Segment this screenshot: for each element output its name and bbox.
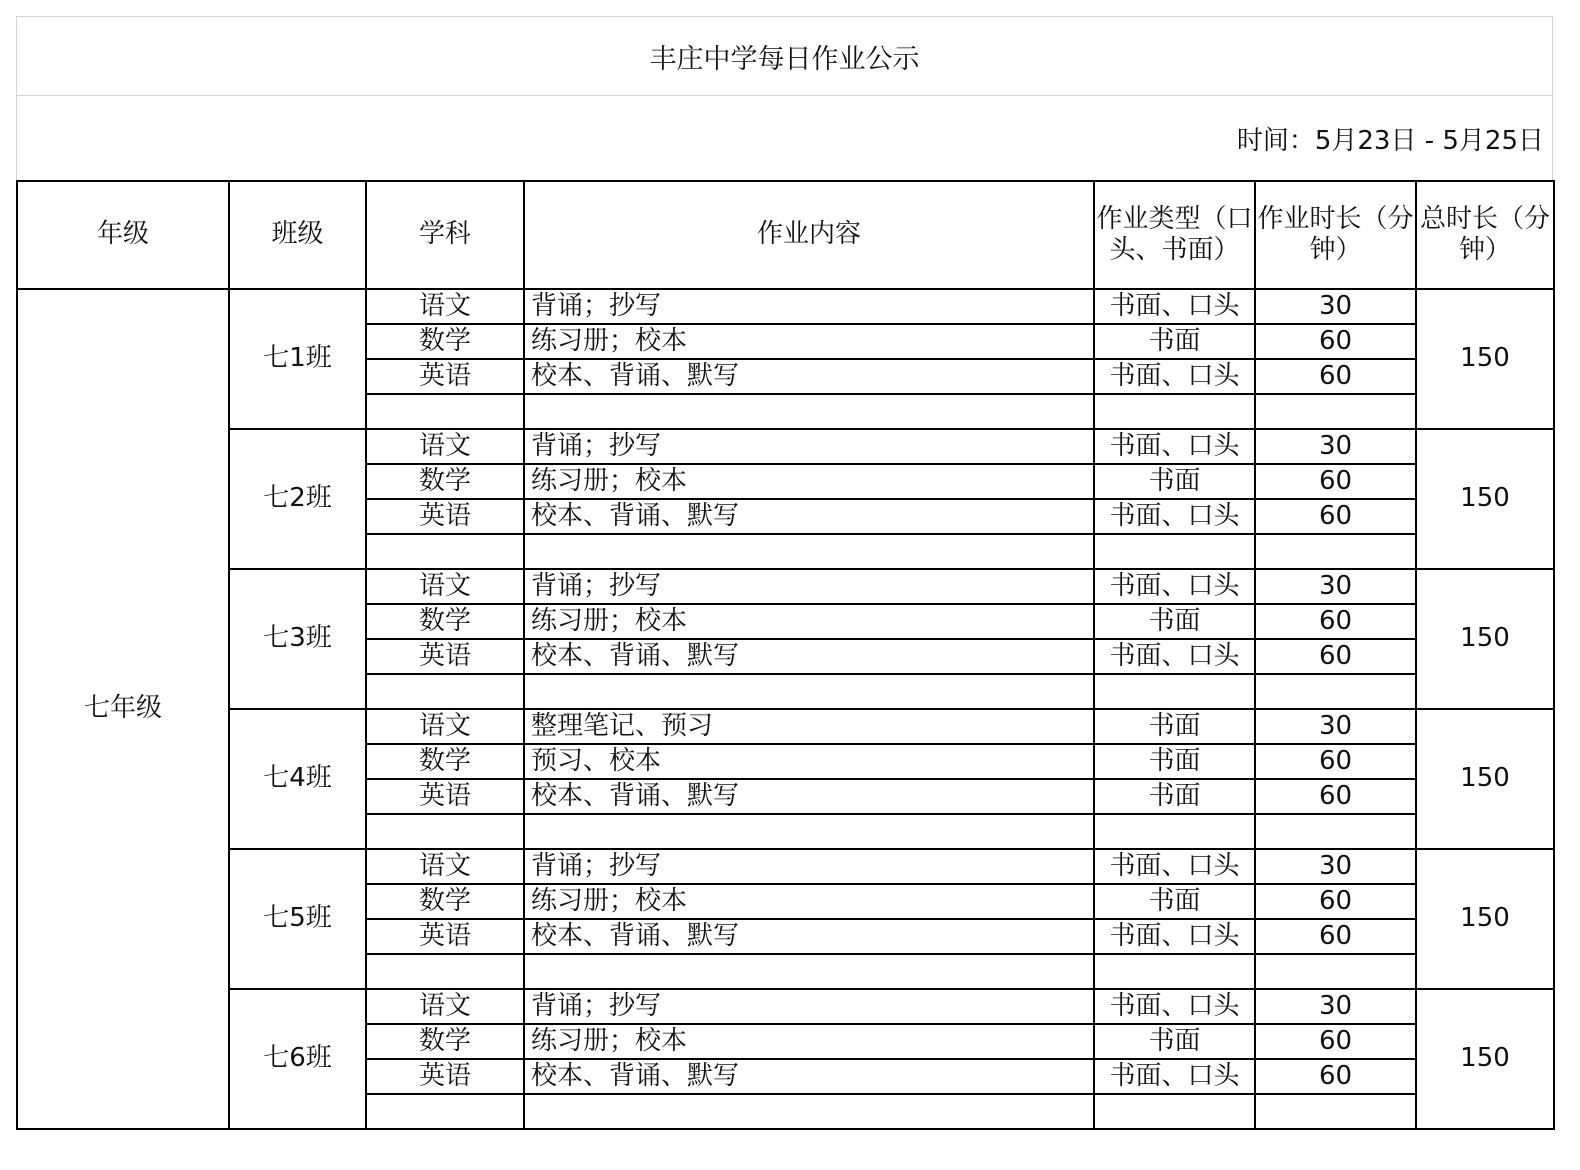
type-cell: 书面、口头 — [1094, 849, 1255, 884]
header-type: 作业类型（口头、书面） — [1094, 181, 1255, 289]
subject-cell: 英语 — [366, 1059, 524, 1094]
class-name-cell: 七1班 — [229, 289, 366, 429]
content-cell — [524, 534, 1094, 569]
content-cell: 校本、背诵、默写 — [524, 919, 1094, 954]
type-cell — [1094, 674, 1255, 709]
duration-cell — [1255, 814, 1416, 849]
subject-cell: 语文 — [366, 569, 524, 604]
content-cell: 练习册；校本 — [524, 604, 1094, 639]
duration-cell: 60 — [1255, 1024, 1416, 1059]
subject-cell: 英语 — [366, 919, 524, 954]
subject-cell — [366, 394, 524, 429]
subject-cell: 数学 — [366, 324, 524, 359]
type-cell: 书面、口头 — [1094, 639, 1255, 674]
date-range: 时间：5月23日 - 5月25日 — [16, 96, 1553, 180]
total-cell: 150 — [1416, 849, 1554, 989]
subject-cell — [366, 814, 524, 849]
class-name-cell: 七2班 — [229, 429, 366, 569]
header-duration: 作业时长（分钟） — [1255, 181, 1416, 289]
table-row — [17, 709, 1554, 744]
type-cell: 书面、口头 — [1094, 1059, 1255, 1094]
type-cell — [1094, 954, 1255, 989]
duration-cell — [1255, 1094, 1416, 1129]
type-cell: 书面 — [1094, 324, 1255, 359]
class-name-cell: 七5班 — [229, 849, 366, 989]
subject-cell — [366, 674, 524, 709]
type-cell — [1094, 814, 1255, 849]
duration-cell: 30 — [1255, 429, 1416, 464]
subject-cell: 英语 — [366, 359, 524, 394]
content-cell: 校本、背诵、默写 — [524, 1059, 1094, 1094]
content-cell: 练习册；校本 — [524, 324, 1094, 359]
subject-cell: 语文 — [366, 289, 524, 324]
subject-cell: 数学 — [366, 464, 524, 499]
subject-cell: 数学 — [366, 884, 524, 919]
duration-cell: 60 — [1255, 324, 1416, 359]
table-row — [17, 989, 1554, 1024]
content-cell: 背诵；抄写 — [524, 849, 1094, 884]
subject-cell: 英语 — [366, 639, 524, 674]
duration-cell: 60 — [1255, 499, 1416, 534]
class-name-cell: 七4班 — [229, 709, 366, 849]
duration-cell: 60 — [1255, 884, 1416, 919]
type-cell: 书面、口头 — [1094, 289, 1255, 324]
content-cell — [524, 954, 1094, 989]
content-cell: 背诵；抄写 — [524, 569, 1094, 604]
table-row — [17, 429, 1554, 464]
content-cell — [524, 394, 1094, 429]
duration-cell: 60 — [1255, 604, 1416, 639]
table-body — [17, 289, 1554, 1129]
duration-cell — [1255, 674, 1416, 709]
duration-cell: 60 — [1255, 779, 1416, 814]
header-class: 班级 — [229, 181, 366, 289]
subject-cell: 语文 — [366, 429, 524, 464]
type-cell: 书面、口头 — [1094, 499, 1255, 534]
subject-cell: 语文 — [366, 989, 524, 1024]
type-cell: 书面 — [1094, 1024, 1255, 1059]
table-row — [17, 289, 1554, 324]
table-row — [17, 569, 1554, 604]
total-cell: 150 — [1416, 569, 1554, 709]
type-cell — [1094, 394, 1255, 429]
subject-cell: 语文 — [366, 849, 524, 884]
subject-cell — [366, 954, 524, 989]
content-cell: 背诵；抄写 — [524, 289, 1094, 324]
grade-cell: 七年级 — [17, 289, 229, 1129]
subject-cell: 数学 — [366, 744, 524, 779]
homework-sheet — [16, 16, 1553, 1130]
content-cell: 背诵；抄写 — [524, 989, 1094, 1024]
duration-cell: 60 — [1255, 359, 1416, 394]
content-cell: 预习、校本 — [524, 744, 1094, 779]
duration-cell — [1255, 394, 1416, 429]
type-cell: 书面、口头 — [1094, 429, 1255, 464]
duration-cell: 60 — [1255, 639, 1416, 674]
type-cell: 书面 — [1094, 779, 1255, 814]
duration-cell: 60 — [1255, 1059, 1416, 1094]
duration-cell: 30 — [1255, 569, 1416, 604]
class-name-cell: 七3班 — [229, 569, 366, 709]
type-cell — [1094, 1094, 1255, 1129]
content-cell — [524, 674, 1094, 709]
duration-cell: 30 — [1255, 289, 1416, 324]
duration-cell: 60 — [1255, 744, 1416, 779]
total-cell: 150 — [1416, 989, 1554, 1129]
type-cell: 书面 — [1094, 604, 1255, 639]
duration-cell: 30 — [1255, 709, 1416, 744]
type-cell: 书面、口头 — [1094, 919, 1255, 954]
header-total: 总时长（分钟） — [1416, 181, 1554, 289]
subject-cell: 英语 — [366, 499, 524, 534]
duration-cell: 60 — [1255, 919, 1416, 954]
subject-cell — [366, 534, 524, 569]
content-cell — [524, 814, 1094, 849]
content-cell: 整理笔记、预习 — [524, 709, 1094, 744]
total-cell: 150 — [1416, 709, 1554, 849]
content-cell: 练习册；校本 — [524, 464, 1094, 499]
type-cell — [1094, 534, 1255, 569]
header-content: 作业内容 — [524, 181, 1094, 289]
header-subject: 学科 — [366, 181, 524, 289]
content-cell: 校本、背诵、默写 — [524, 779, 1094, 814]
total-cell: 150 — [1416, 289, 1554, 429]
table-row — [17, 849, 1554, 884]
content-cell: 练习册；校本 — [524, 1024, 1094, 1059]
type-cell: 书面 — [1094, 744, 1255, 779]
header-grade: 年级 — [17, 181, 229, 289]
duration-cell — [1255, 954, 1416, 989]
content-cell: 校本、背诵、默写 — [524, 359, 1094, 394]
content-cell: 练习册；校本 — [524, 884, 1094, 919]
duration-cell: 30 — [1255, 989, 1416, 1024]
duration-cell: 60 — [1255, 464, 1416, 499]
subject-cell: 数学 — [366, 604, 524, 639]
subject-cell: 数学 — [366, 1024, 524, 1059]
type-cell: 书面 — [1094, 709, 1255, 744]
duration-cell: 30 — [1255, 849, 1416, 884]
homework-table — [16, 180, 1555, 1130]
subject-cell: 语文 — [366, 709, 524, 744]
type-cell: 书面 — [1094, 884, 1255, 919]
content-cell: 背诵；抄写 — [524, 429, 1094, 464]
content-cell: 校本、背诵、默写 — [524, 639, 1094, 674]
content-cell — [524, 1094, 1094, 1129]
type-cell: 书面、口头 — [1094, 989, 1255, 1024]
subject-cell: 英语 — [366, 779, 524, 814]
header-row — [17, 181, 1554, 289]
duration-cell — [1255, 534, 1416, 569]
total-cell: 150 — [1416, 429, 1554, 569]
subject-cell — [366, 1094, 524, 1129]
type-cell: 书面 — [1094, 464, 1255, 499]
type-cell: 书面、口头 — [1094, 569, 1255, 604]
type-cell: 书面、口头 — [1094, 359, 1255, 394]
sheet-title: 丰庄中学每日作业公示 — [16, 16, 1553, 96]
content-cell: 校本、背诵、默写 — [524, 499, 1094, 534]
class-name-cell: 七6班 — [229, 989, 366, 1129]
